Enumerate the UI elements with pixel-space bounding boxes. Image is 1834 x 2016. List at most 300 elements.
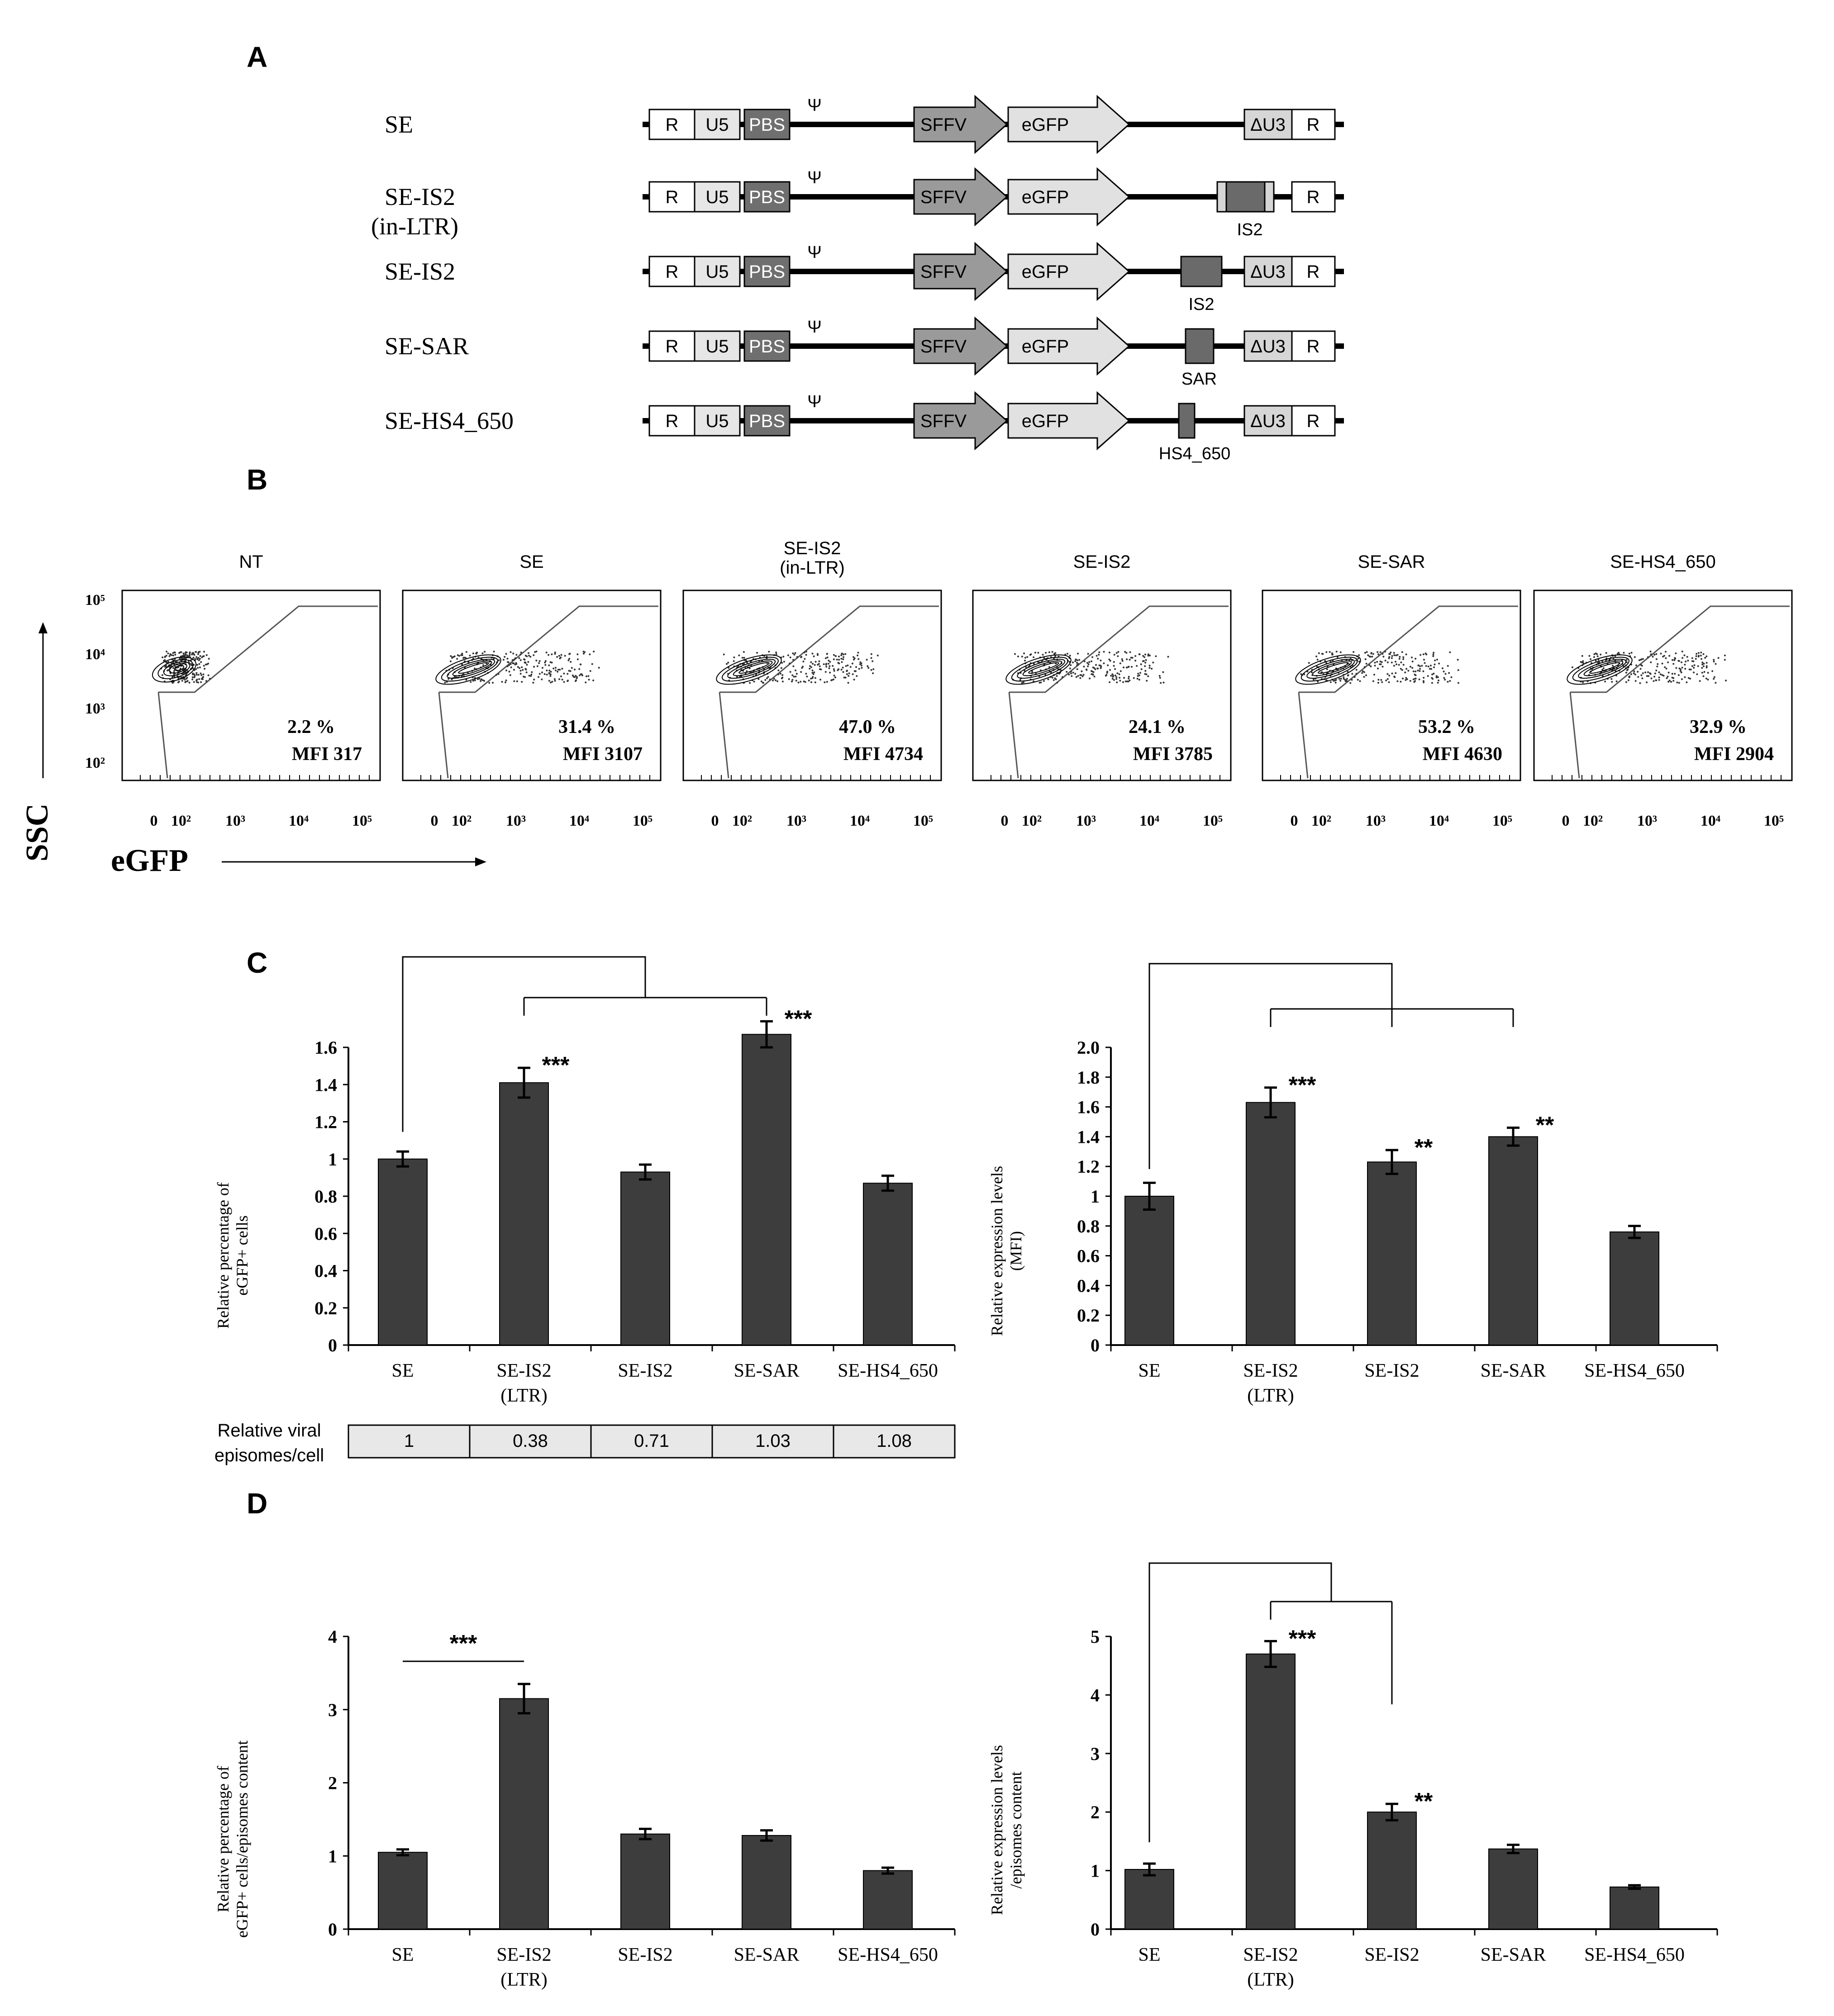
event-dot <box>841 661 843 663</box>
event-dot <box>1588 655 1590 657</box>
event-dot <box>1149 665 1151 666</box>
event-dot <box>1390 651 1391 653</box>
percent-positive: 2.2 % <box>287 717 335 737</box>
event-dot <box>804 658 805 660</box>
bar <box>500 1083 548 1345</box>
event-dot <box>191 679 193 680</box>
r-label-3: R <box>1306 187 1320 207</box>
event-dot <box>805 654 807 656</box>
event-dot <box>1155 655 1157 657</box>
flow-plot-title: SE-HS4_650 <box>1610 552 1716 572</box>
event-dot <box>1386 673 1388 675</box>
event-dot <box>1107 665 1109 666</box>
event-dot <box>1642 672 1644 674</box>
event-dot <box>1693 671 1695 673</box>
event-dot <box>1655 670 1657 671</box>
event-dot <box>567 680 569 681</box>
event-dot <box>776 680 778 682</box>
event-dot <box>1374 665 1376 666</box>
event-dot <box>1702 675 1704 677</box>
event-dot <box>1667 661 1669 663</box>
event-dot <box>1365 658 1367 660</box>
event-dot <box>1363 676 1365 678</box>
event-dot <box>832 665 834 667</box>
event-dot <box>1349 682 1351 684</box>
event-dot <box>1724 655 1726 656</box>
event-dot <box>853 679 855 680</box>
y-tick-label: 3 <box>1091 1743 1100 1764</box>
event-dot <box>567 673 568 675</box>
event-dot <box>1405 653 1407 655</box>
sffv-label: SFFV <box>920 115 967 135</box>
event-dot <box>1388 657 1390 659</box>
panel-label-c: C <box>247 946 268 979</box>
event-dot <box>1411 656 1413 658</box>
event-dot <box>1125 680 1127 682</box>
event-dot <box>810 681 812 683</box>
event-dot <box>196 664 198 666</box>
event-dot <box>1376 661 1378 663</box>
table-row-label: episomes/cell <box>214 1445 324 1465</box>
event-dot <box>1117 655 1119 657</box>
event-dot <box>1070 664 1072 666</box>
event-dot <box>1325 651 1327 653</box>
y-tick-label: 1.6 <box>1077 1097 1100 1117</box>
u5-label: U5 <box>705 187 729 207</box>
event-dot <box>1672 659 1673 661</box>
event-dot <box>181 655 183 657</box>
event-dot <box>1087 653 1089 655</box>
event-dot <box>810 661 812 663</box>
category-label: SE <box>1138 1360 1161 1381</box>
event-dot <box>1655 680 1657 681</box>
event-dot <box>198 674 200 676</box>
event-dot <box>588 679 590 680</box>
bar <box>863 1183 912 1345</box>
event-dot <box>1023 681 1024 683</box>
event-dot <box>872 660 873 662</box>
x-tick-label: 0 <box>711 813 719 829</box>
event-dot <box>474 680 476 681</box>
event-dot <box>1021 656 1023 657</box>
table-cell-value: 1.08 <box>877 1431 912 1451</box>
event-dot <box>796 656 798 658</box>
sffv-label: SFFV <box>920 262 967 282</box>
event-dot <box>1129 659 1131 661</box>
x-tick-label: 10⁴ <box>1700 813 1721 829</box>
event-dot <box>166 651 167 652</box>
bar <box>1125 1869 1174 1929</box>
event-dot <box>1700 651 1702 653</box>
event-dot <box>542 667 543 669</box>
event-dot <box>1103 662 1105 664</box>
event-dot <box>1134 660 1136 661</box>
event-dot <box>1374 662 1376 664</box>
percent-positive: 47.0 % <box>839 717 896 737</box>
event-dot <box>1144 662 1146 664</box>
event-dot <box>195 668 197 670</box>
event-dot <box>846 673 848 675</box>
category-label: (LTR) <box>1247 1969 1294 1990</box>
event-dot <box>178 652 180 654</box>
event-dot <box>583 651 585 652</box>
event-dot <box>567 660 569 661</box>
category-label: SE-HS4_650 <box>838 1945 938 1965</box>
event-dot <box>184 679 186 680</box>
y-tick-label: 0 <box>328 1919 337 1940</box>
event-dot <box>1116 672 1118 674</box>
event-dot <box>505 653 507 655</box>
event-dot <box>1611 681 1613 683</box>
event-dot <box>1353 651 1354 653</box>
event-dot <box>825 671 827 673</box>
event-dot <box>1397 654 1399 656</box>
event-dot <box>834 670 835 672</box>
event-dot <box>1658 679 1660 681</box>
event-dot <box>871 653 872 655</box>
event-dot <box>1114 668 1116 670</box>
event-dot <box>1380 679 1382 681</box>
event-dot <box>843 671 844 673</box>
event-dot <box>795 670 796 671</box>
event-dot <box>1637 671 1639 673</box>
event-dot <box>815 661 817 663</box>
event-dot <box>1084 661 1086 662</box>
event-dot <box>1629 653 1630 655</box>
event-dot <box>164 656 166 658</box>
event-dot <box>1693 667 1695 669</box>
event-dot <box>1098 654 1100 656</box>
event-dot <box>196 681 198 683</box>
event-dot <box>841 653 843 655</box>
r-label: R <box>665 187 679 207</box>
event-dot <box>1414 678 1416 680</box>
event-dot <box>1382 656 1384 657</box>
event-dot <box>1698 656 1700 657</box>
event-dot <box>1670 681 1672 683</box>
event-dot <box>792 666 794 667</box>
u5-label: U5 <box>705 262 729 282</box>
event-dot <box>804 651 805 653</box>
bar <box>863 1871 912 1929</box>
event-dot <box>1652 656 1654 658</box>
event-dot <box>1069 655 1071 656</box>
egfp-label: eGFP <box>1021 187 1069 207</box>
event-dot <box>817 664 819 666</box>
event-dot <box>1678 682 1680 684</box>
event-dot <box>1682 657 1683 659</box>
event-dot <box>823 663 825 665</box>
event-dot <box>1685 661 1686 662</box>
event-dot <box>548 654 549 656</box>
event-dot <box>1388 653 1390 655</box>
event-dot <box>872 672 874 674</box>
event-dot <box>1651 678 1653 680</box>
event-dot <box>1115 675 1116 676</box>
x-tick-label: 10² <box>732 813 753 829</box>
mfi-value: MFI 4630 <box>1422 744 1502 765</box>
y-axis-label-line: Relative expression levels <box>988 1745 1006 1915</box>
event-dot <box>1112 678 1114 680</box>
event-dot <box>1680 668 1682 670</box>
event-dot <box>834 675 835 676</box>
event-dot <box>777 670 779 671</box>
event-dot <box>1330 681 1332 683</box>
y-tick-label: 2.0 <box>1077 1037 1100 1058</box>
psi-label: Ψ <box>807 96 822 115</box>
event-dot <box>1629 675 1630 677</box>
x-tick-label: 0 <box>1290 813 1298 829</box>
event-dot <box>593 651 595 652</box>
event-dot <box>1399 658 1401 660</box>
event-dot <box>857 658 859 660</box>
event-dot <box>1351 673 1353 675</box>
event-dot <box>1687 660 1689 661</box>
bar <box>378 1852 427 1929</box>
ssc-axis-label: SSC <box>20 803 55 862</box>
event-dot <box>1047 678 1049 680</box>
event-dot <box>450 661 452 662</box>
event-dot <box>1402 656 1404 658</box>
y-tick-label: 1.6 <box>314 1037 337 1058</box>
event-dot <box>1640 659 1642 661</box>
event-dot <box>1336 651 1338 652</box>
event-dot <box>1143 660 1145 662</box>
event-dot <box>1683 655 1685 656</box>
event-dot <box>200 661 202 663</box>
event-dot <box>1396 680 1398 682</box>
event-dot <box>200 672 202 674</box>
event-dot <box>1433 652 1434 654</box>
event-dot <box>528 652 529 654</box>
event-dot <box>1119 662 1121 664</box>
event-dot <box>1067 653 1068 655</box>
category-label: SE-IS2 <box>1243 1360 1298 1381</box>
event-dot <box>541 679 543 680</box>
event-dot <box>521 681 523 683</box>
event-dot <box>1144 665 1146 667</box>
y-tick-label: 0.8 <box>1077 1216 1100 1236</box>
event-dot <box>781 667 782 669</box>
category-label: SE-SAR <box>734 1945 800 1965</box>
u5-label: U5 <box>705 411 729 431</box>
y-axis-label-line: eGFP+ cells/episomes content <box>233 1740 251 1938</box>
event-dot <box>1438 680 1439 681</box>
event-dot <box>775 651 777 653</box>
event-dot <box>1412 661 1414 662</box>
event-dot <box>837 662 839 664</box>
event-dot <box>1053 653 1055 655</box>
event-dot <box>1457 659 1459 661</box>
x-tick-label: 10² <box>1311 813 1332 829</box>
y-tick-label: 1.2 <box>314 1112 337 1132</box>
event-dot <box>1120 670 1122 672</box>
event-dot <box>1432 655 1434 657</box>
event-dot <box>1431 674 1433 675</box>
event-dot <box>1109 651 1110 653</box>
bar <box>1246 1654 1295 1929</box>
event-dot <box>1648 675 1649 677</box>
event-dot <box>556 656 558 658</box>
event-dot <box>529 675 530 676</box>
event-dot <box>809 668 810 670</box>
event-dot <box>558 655 560 656</box>
event-dot <box>1660 653 1662 655</box>
event-dot <box>772 680 774 681</box>
event-dot <box>1142 655 1144 657</box>
event-dot <box>1653 680 1655 682</box>
event-dot <box>1407 670 1409 671</box>
event-dot <box>1372 680 1374 682</box>
event-dot <box>1442 667 1443 669</box>
event-dot <box>1023 652 1025 654</box>
event-dot <box>575 675 576 677</box>
event-dot <box>1346 678 1348 680</box>
y-tick-label: 4 <box>328 1626 337 1647</box>
event-dot <box>1458 682 1459 684</box>
event-dot <box>512 653 514 655</box>
event-dot <box>1121 658 1123 660</box>
event-dot <box>1413 670 1415 672</box>
is2-insert-box <box>1226 182 1265 212</box>
event-dot <box>550 674 552 675</box>
event-dot <box>1612 665 1614 666</box>
event-dot <box>1628 680 1629 681</box>
event-dot <box>506 658 508 660</box>
event-dot <box>796 680 797 682</box>
event-dot <box>791 675 793 676</box>
event-dot <box>1345 680 1347 682</box>
event-dot <box>781 674 783 676</box>
event-dot <box>798 682 800 684</box>
event-dot <box>1393 654 1395 656</box>
event-dot <box>1119 677 1120 679</box>
event-dot <box>1642 658 1644 660</box>
event-dot <box>1159 675 1161 677</box>
event-dot <box>570 661 572 663</box>
y-tick-label: 0 <box>1091 1919 1100 1940</box>
table-row-label: Relative viral <box>217 1421 321 1441</box>
event-dot <box>1696 673 1698 675</box>
flow-plot-title: SE-IS2 <box>1073 552 1131 572</box>
event-dot <box>577 658 579 660</box>
event-dot <box>1149 667 1151 669</box>
event-dot <box>1072 661 1074 663</box>
x-tick-label: 10³ <box>1365 813 1386 829</box>
bar <box>1125 1196 1174 1345</box>
x-tick-label: 10² <box>451 813 472 829</box>
event-dot <box>1688 677 1690 679</box>
event-dot <box>1317 659 1319 661</box>
construct-name: SE-IS2 <box>385 258 456 285</box>
event-dot <box>1618 652 1620 654</box>
event-dot <box>196 658 198 660</box>
event-dot <box>1425 665 1427 667</box>
event-dot <box>533 666 535 668</box>
event-dot <box>1340 651 1342 653</box>
event-dot <box>554 653 556 655</box>
event-dot <box>1381 653 1383 655</box>
event-dot <box>1665 668 1667 670</box>
event-dot <box>1394 676 1396 678</box>
event-dot <box>576 653 578 655</box>
mfi-value: MFI 2904 <box>1694 744 1774 765</box>
bar <box>500 1698 548 1929</box>
event-dot <box>817 653 819 655</box>
event-dot <box>1109 681 1110 683</box>
event-dot <box>775 680 776 681</box>
event-dot <box>1427 675 1429 677</box>
r-label-3: R <box>1306 115 1320 135</box>
y-tick-label: 1.4 <box>1077 1127 1100 1147</box>
y-tick-label: 10³ <box>85 700 105 717</box>
event-dot <box>1071 675 1072 677</box>
flow-plot-title: SE <box>519 552 544 572</box>
event-dot <box>1653 654 1655 656</box>
event-dot <box>1665 651 1667 653</box>
event-dot <box>1148 655 1149 656</box>
event-dot <box>1401 651 1403 653</box>
event-dot <box>1113 661 1115 663</box>
category-label: (LTR) <box>1247 1385 1294 1406</box>
event-dot <box>1313 679 1315 680</box>
event-dot <box>507 661 509 663</box>
event-dot <box>773 678 775 680</box>
event-dot <box>539 673 541 675</box>
event-dot <box>1725 680 1727 681</box>
event-dot <box>1377 682 1379 684</box>
significance-stars: *** <box>1288 1072 1316 1098</box>
event-dot <box>1081 675 1083 677</box>
event-dot <box>1696 653 1697 655</box>
event-dot <box>1410 680 1411 682</box>
event-dot <box>1572 666 1573 668</box>
event-dot <box>1395 672 1396 674</box>
event-dot <box>1650 653 1652 655</box>
psi-label: Ψ <box>807 318 822 337</box>
event-dot <box>1134 655 1136 657</box>
event-dot <box>867 667 869 669</box>
event-dot <box>513 669 515 670</box>
event-dot <box>1091 656 1093 658</box>
event-dot <box>842 658 844 660</box>
bar <box>1610 1887 1659 1929</box>
event-dot <box>200 674 202 676</box>
event-dot <box>1672 673 1673 675</box>
event-dot <box>520 670 522 672</box>
event-dot <box>1596 653 1598 655</box>
event-dot <box>557 669 559 670</box>
event-dot <box>564 655 566 657</box>
event-dot <box>1131 666 1133 668</box>
event-dot <box>1707 672 1709 674</box>
event-dot <box>1091 661 1092 662</box>
event-dot <box>1443 670 1445 672</box>
event-dot <box>1144 673 1146 675</box>
event-dot <box>1098 665 1100 666</box>
y-tick-label: 0.6 <box>314 1223 337 1244</box>
event-dot <box>1141 668 1143 670</box>
event-dot <box>1641 677 1643 679</box>
r-label-3: R <box>1306 337 1320 357</box>
event-dot <box>481 652 483 654</box>
event-dot <box>1056 675 1058 677</box>
event-dot <box>199 651 200 653</box>
event-dot <box>516 680 518 682</box>
panel-label-a: A <box>247 41 268 73</box>
mfi-value: MFI 3107 <box>562 744 643 765</box>
event-dot <box>800 656 802 658</box>
